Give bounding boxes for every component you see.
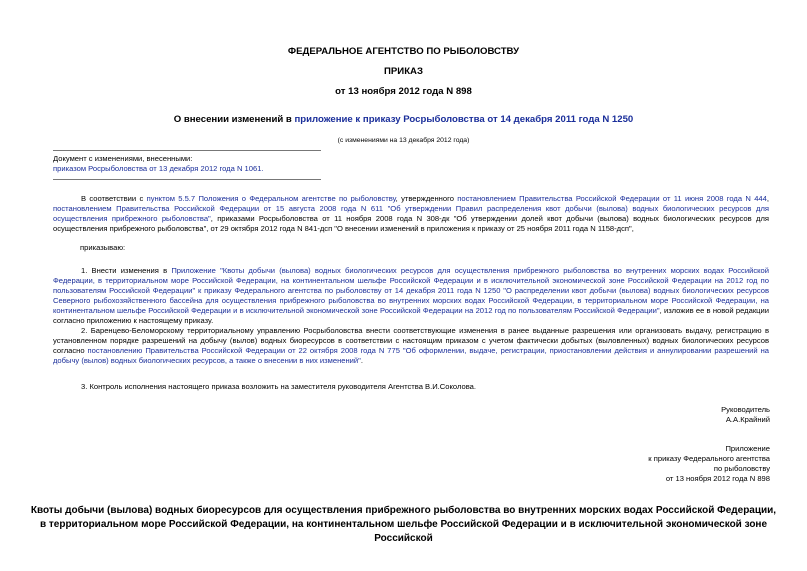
item2-link[interactable]: постановлению Правительства Российской Федерации от 22 октября 2008 года N 775 "Об оформлении, выдаче, регистрации, приостановлении действия и аннулировании разрешений на добычу (вылов) водных биологических ресурсов, а также о внесении в них изменений" bbox=[53, 346, 770, 366]
preamble-text-1: В соответствии с bbox=[81, 194, 147, 203]
agency-title: ФЕДЕРАЛЬНОЕ АГЕНТСТВО ПО РЫБОЛОВСТВУ bbox=[287, 46, 520, 57]
changes-note: (с изменениями на 13 декабря 2012 года) bbox=[337, 137, 470, 144]
doc-type: ПРИКАЗ bbox=[384, 66, 423, 77]
appendix-line-3: по рыболовству bbox=[713, 464, 770, 474]
divider-top bbox=[53, 150, 321, 151]
item2-text-1: 2. Баренцево-Беломорскому территориальному управлению Росрыболовства внести соответствующие изменения в ранее выданные разрешения или организовать выдачу, регистрацию в установленном порядке разрешений на добычу (вылов) водных биоресурсов в соответствии с настоящим приказом с учетом фактически добытых (выловленных) водных биологических ресурсов согласно bbox=[53, 326, 769, 356]
appendix-line-1: Приложение bbox=[725, 444, 770, 453]
amendments-link[interactable]: приказом Росрыболовства от 13 декабря 2012 года N 1061. bbox=[53, 164, 264, 174]
item1-text-2: , изложив ее в новой редакции согласно приложению к настоящему приказу. bbox=[53, 306, 769, 326]
item2-text-2: . bbox=[360, 356, 363, 366]
amendments-box bbox=[53, 154, 769, 174]
signature bbox=[721, 405, 770, 425]
preamble-text-2: , утвержденного bbox=[395, 194, 458, 203]
item1-text-1: 1. Внести изменения в bbox=[81, 266, 172, 275]
preamble-link-3[interactable]: постановлением Правительства Российской Федерации от 15 августа 2008 года N 611 "Об утверждении Правил распределения квот добычи (вылова) водных биологических ресурсов для осуществления прибрежного рыболовства" bbox=[53, 204, 769, 224]
title-prefix: О внесении изменений в bbox=[173, 114, 295, 125]
preamble-text-4: , приказами Росрыболовства от 11 ноября 2008 года N 308-дк "Об утверждении долей квот добычи (вылова) водных биологических ресурсов для осуществления прибрежного рыболовства", от 29 октября 2012 года N 841-дсп "О внесении изменений в приложения к приказу от 25 ноября 2011 года N 1158-дсп", bbox=[53, 214, 770, 234]
item-3: 3. Контроль исполнения настоящего приказа возложить на заместителя руководителя Агентства В.И.Соколова. bbox=[81, 382, 476, 391]
item-1 bbox=[53, 266, 769, 326]
signature-position: Руководитель bbox=[721, 405, 770, 414]
item1-link[interactable]: Приложение "Квоты добычи (вылова) водных биологических ресурсов для осуществления прибрежного рыболовства во внутренних морских водах Российской Федерации, в территориальном море Российской Федерации, на континентальном шельфе Российской Федерации и в исключительной экономической зоне Российской Федерации на 2012 год по пользователям Российской Федерации" к приказу Федерального агентства по рыболовству от 14 декабря 2011 года N 1250 "О распределении квот добычи (вылова) водных биологических ресурсов Северного рыбохозяйственного бассейна для осуществления прибрежного рыболовства во внутренних морских водах Российской Федерации, в территориальном море Российской Федерации, на континентальном шельфе Российской Федерации и в исключительной экономической зоне Российской Федерации на 2012 год по пользователям Российской Федерации" bbox=[53, 266, 770, 316]
signature-name: А.А.Крайний bbox=[725, 415, 770, 425]
preamble-link-2[interactable]: постановлением Правительства Российской Федерации от 11 июня 2008 года N 444 bbox=[457, 194, 767, 203]
doc-title bbox=[0, 114, 807, 127]
amendments-label: Документ с изменениями, внесенными: bbox=[53, 154, 193, 163]
item-2 bbox=[53, 326, 769, 366]
divider-bottom bbox=[53, 179, 321, 180]
title-link[interactable]: приложение к приказу Росрыболовства от 14 декабря 2011 года N 1250 bbox=[294, 114, 634, 125]
appendix-line-2: к приказу Федерального агентства bbox=[648, 454, 770, 464]
doc-date: от 13 ноября 2012 года N 898 bbox=[335, 86, 472, 97]
appendix-header bbox=[648, 444, 770, 484]
order-word: приказываю: bbox=[80, 243, 126, 252]
preamble-link-1[interactable]: пунктом 5.5.7 Положения о Федеральном агентстве по рыболовству bbox=[146, 194, 396, 203]
preamble bbox=[53, 194, 769, 234]
preamble-text-3: , bbox=[766, 194, 769, 203]
appendix-line-4: от 13 ноября 2012 года N 898 bbox=[665, 474, 770, 484]
appendix-title: Квоты добычи (вылова) водных биоресурсов для осуществления прибрежного рыболовства во внутренних морских водах Российской Федерации, в территориальном море Российской Федерации, на континентальном шельфе Российской Федерации и в исключительной экономической зоне Российской bbox=[30, 505, 777, 544]
